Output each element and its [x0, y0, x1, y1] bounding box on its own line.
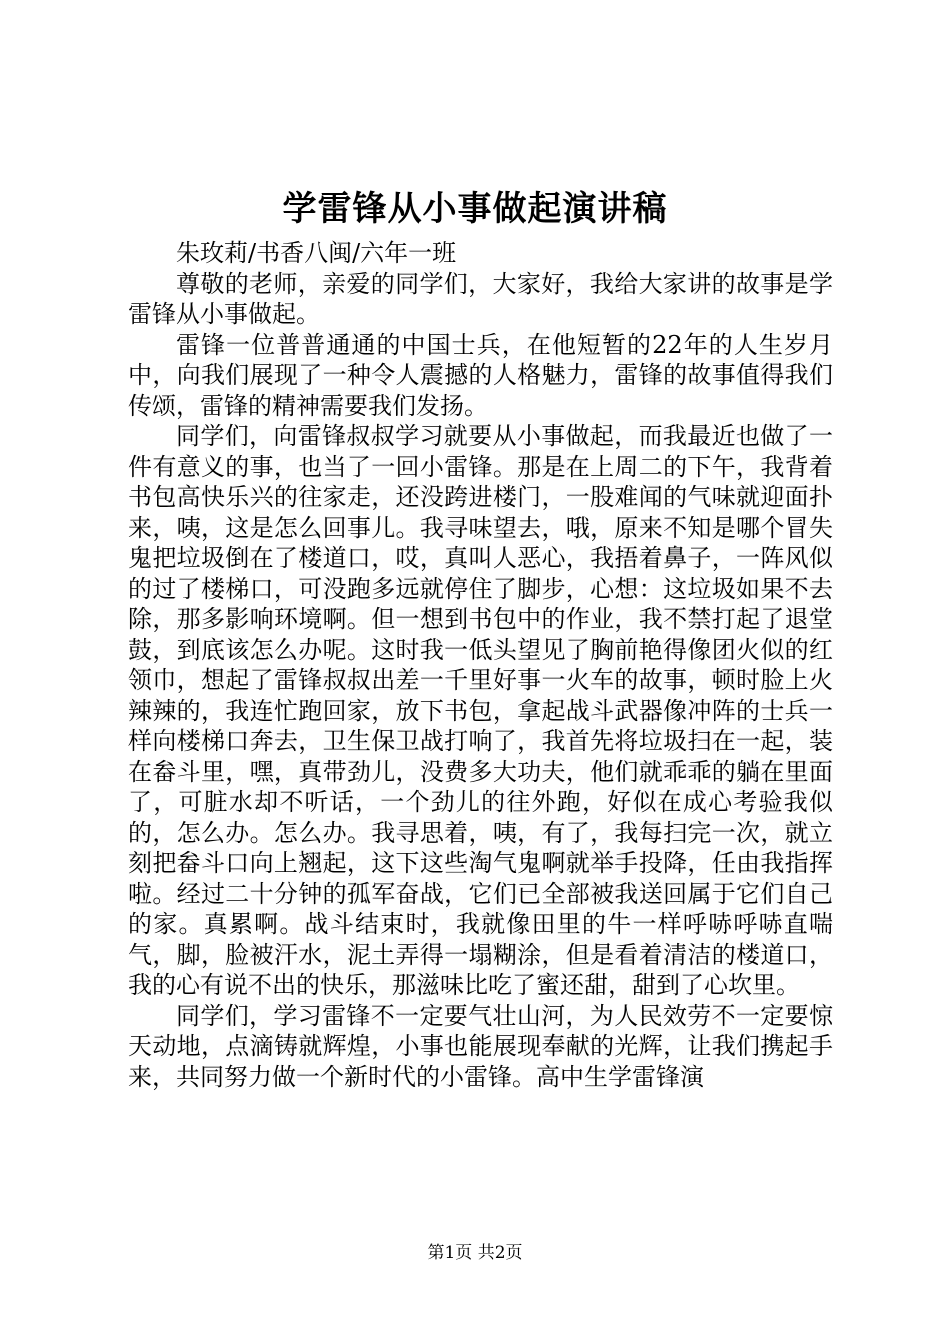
- document-title: 学雷锋从小事做起演讲稿: [282, 189, 668, 229]
- paragraph-conclusion: 同学们，学习雷锋不一定要气壮山河，为人民效劳不一定要惊天动地，点滴铸就辉煌，小事也能展现奉献的光辉，让我们携起手来，共同努力做一个新时代的小雷锋。高中生学雷锋演: [128, 1001, 833, 1091]
- author-line: 朱玫莉/书香八闽/六年一班: [176, 239, 457, 267]
- paragraph-story: 同学们，向雷锋叔叔学习就要从小事做起，而我最近也做了一件有意义的事，也当了一回小雷锋。那是在上周二的下午，我背着书包高快乐兴的往家走，还没跨进楼门，一股难闻的气味就迎面扑来，咦，这是怎么回事儿。我寻味望去，哦，原来不知是哪个冒失鬼把垃圾倒在了楼道口，哎，真叫人恶心，我捂着鼻子，一阵风似的过了楼梯口，可没跑多远就停住了脚步，心想：这垃圾如果不去除，那多影响环境啊。但一想到书包中的作业，我不禁打起了退堂鼓，到底该怎么办呢。这时我一低头望见了胸前艳得像团火似的红领巾，想起了雷锋叔叔出差一千里好事一火车的故事，顿时脸上火辣辣的，我连忙跑回家，放下书包，拿起战斗武器像冲阵的士兵一样向楼梯口奔去，卫生保卫战打响了，我首先将垃圾扫在一起，装在畚斗里，嘿，真带劲儿，没费多大功夫，他们就乖乖的躺在里面了，可脏水却不听话，一个劲儿的往外跑，好似在成心考验我似的，怎么办。怎么办。我寻思着，咦，有了，我每扫完一次，就立刻把畚斗口向上翘起，这下这些淘气鬼啊就举手投降，任由我指挥啦。经过二十分钟的孤军奋战，它们已全部被我送回属于它们自己的家。真累啊。战斗结束时，我就像田里的牛一样呼哧呼哧直喘气，脚，脸被汗水，泥土弄得一塌糊涂，但是看着清洁的楼道口，我的心有说不出的快乐，那滋味比吃了蜜还甜，甜到了心坎里。: [128, 422, 833, 999]
- paragraph-introduction: 雷锋一位普普通通的中国士兵，在他短暂的22年的人生岁月中，向我们展现了一种令人震撼的人格魅力，雷锋的故事值得我们传颂，雷锋的精神需要我们发扬。: [128, 330, 833, 420]
- document-body: [128, 238, 833, 1092]
- page-number-footer: 第1页 共2页: [427, 1243, 523, 1263]
- paragraph-greeting: 尊敬的老师，亲爱的同学们，大家好，我给大家讲的故事是学雷锋从小事做起。: [128, 269, 833, 328]
